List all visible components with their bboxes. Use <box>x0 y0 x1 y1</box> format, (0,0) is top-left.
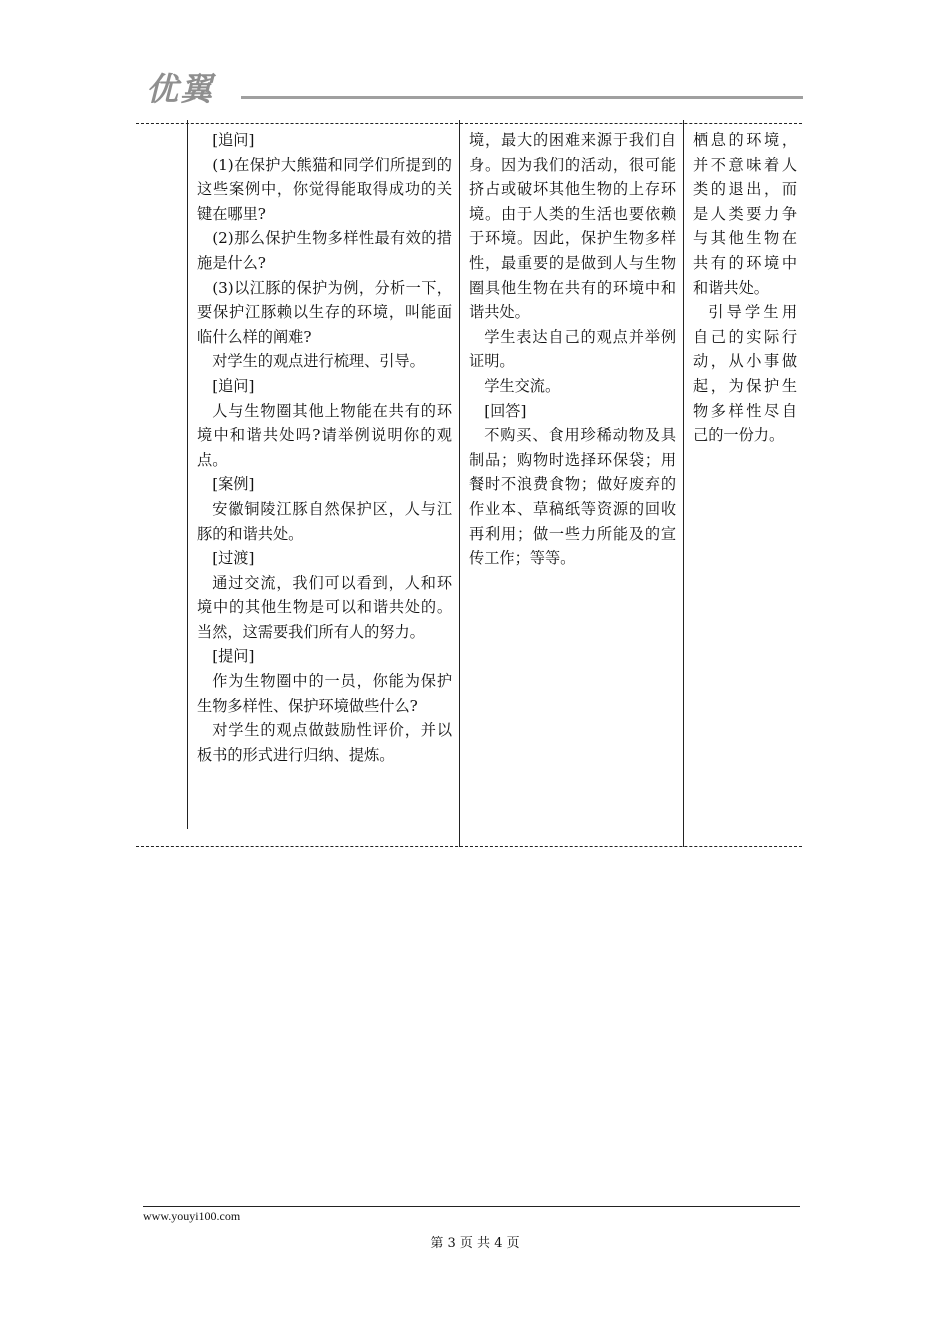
table-top-border <box>136 123 802 124</box>
teacher-paragraph: (1)在保护大熊猫和同学们所提到的这些案例中，你觉得能取得成功的关键在哪里? <box>197 155 452 223</box>
header-logo <box>146 62 806 108</box>
column-divider-2 <box>683 120 684 847</box>
teacher-paragraph: (3)以江豚的保护为例，分析一下，要保护江豚赖以生存的环境，叫能面临什么样的阐难? <box>197 278 452 346</box>
teacher-paragraph: 通过交流，我们可以看到，人和环境中的其他生物是可以和谐共处的。当然，这需要我们所有人的努力。 <box>197 573 452 641</box>
student-paragraph: 学生交流。 <box>484 376 561 395</box>
header-rule <box>241 96 803 99</box>
student-paragraph: 学生表达自己的观点并举例证明。 <box>469 327 676 371</box>
column-divider-1 <box>459 120 460 847</box>
teacher-paragraph: [追问] <box>212 131 255 149</box>
table-left-border <box>187 120 188 829</box>
intent-paragraph: 引导学生用自己的实际行动，从小事做起，为保护生物多样性尽自己的一份力。 <box>693 303 797 445</box>
footer-rule <box>143 1206 800 1207</box>
intent-paragraph: 栖息的环境，并不意味着人类的退出，而是人类要力争与其他生物在共有的环境中和谐共处。 <box>693 131 797 297</box>
teacher-paragraph: 安徽铜陵江豚自然保护区，人与江豚的和谐共处。 <box>197 499 452 543</box>
teacher-paragraph: 作为生物圈中的一员，你能为保护生物多样性、保护环境做些什么? <box>197 672 452 715</box>
teacher-paragraph: [追问] <box>212 376 255 395</box>
teacher-paragraph: (2)那么保护生物多样性最有效的措施是什么? <box>197 229 452 272</box>
table-bottom-border <box>136 846 802 847</box>
footer-url: www.youyi100.com <box>143 1209 241 1223</box>
teacher-paragraph: [提问] <box>212 647 255 666</box>
teacher-paragraph: [案例] <box>212 475 255 494</box>
student-paragraph: 境，最大的困难来源于我们自身。因为我们的活动，很可能挤占或破坏其他生物的上存环境。由于人类的生活也要依赖于环境。因此，保护生物多样性，最重要的是做到人与生物圈具他生物在共有的环境中和谐共处。 <box>469 131 676 322</box>
logo-text: 优翼 <box>146 70 215 108</box>
teacher-paragraph: [过渡] <box>212 549 255 568</box>
design-intent-column <box>693 128 797 448</box>
page-number: 第 3 页 共 4 页 <box>430 1236 520 1251</box>
student-paragraph: [回答] <box>484 401 527 420</box>
student-activity-column <box>469 128 676 571</box>
student-paragraph: 不购买、食用珍稀动物及具制品；购物时选择环保袋；用餐时不浪费食物；做好废弃的作业本、草稿纸等资源的回收再利用；做一些力所能及的宣传工作；等等。 <box>469 426 676 568</box>
teacher-activity-column <box>197 128 452 767</box>
teacher-paragraph: 对学生的观点进行梳理、引导。 <box>212 352 425 371</box>
teacher-paragraph: 对学生的观点做鼓励性评价，并以板书的形式进行归纳、提炼。 <box>197 721 452 764</box>
teacher-paragraph: 人与生物圈其他上物能在共有的环境中和谐共处吗?请举例说明你的观点。 <box>197 401 452 469</box>
